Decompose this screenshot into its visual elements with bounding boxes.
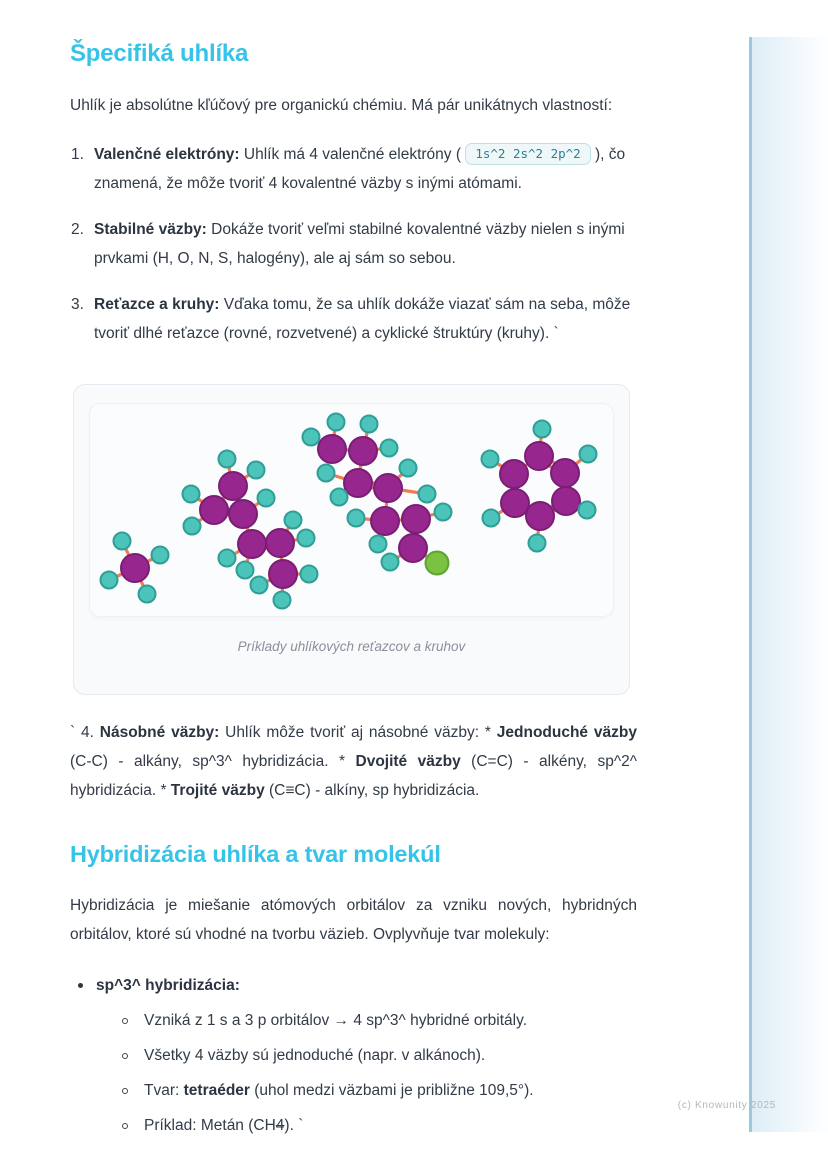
list-item-valence-electrons xyxy=(70,140,637,198)
bold-run: Stabilné väzby: xyxy=(94,221,207,238)
text-run: ). ` xyxy=(284,1117,304,1134)
text-run: Uhlík môže tvoriť aj násobné väzby: * xyxy=(219,724,497,741)
bold-run: Dvojité väzby xyxy=(355,753,461,770)
bullet-ring xyxy=(122,1076,144,1105)
text-run: (C-C) - alkány, sp^3^ hybridizácia. * xyxy=(70,753,356,770)
list-number: 3. xyxy=(71,296,84,313)
hybridization-list xyxy=(70,971,637,1000)
text-run xyxy=(144,1076,534,1105)
text-run: Vzniká z 1 s a 3 p orbitálov → 4 sp^3^ hybridné orbitály. xyxy=(144,1012,528,1029)
struck-run: 4 xyxy=(275,1117,285,1134)
bullet-ring xyxy=(122,1006,144,1035)
bullet-ring xyxy=(122,1111,144,1140)
figure-caption: Príklady uhlíkových reťazcov a kruhov xyxy=(237,639,466,654)
page-edge-strip xyxy=(749,37,828,1132)
molecules-svg xyxy=(90,404,613,616)
text-run: Dokáže tvoriť veľmi stabilné kovalentné väzby nielen s inými prvkami (H, O, N, S, halogény), ale aj sám so sebou. xyxy=(94,221,625,267)
page-title: Špecifiká uhlíka xyxy=(70,40,249,67)
bold-run: Reťazce a kruhy: xyxy=(94,296,220,313)
text-run: Tvar: xyxy=(144,1082,184,1099)
text-run: (C=C) - alkény, sp^2^ hybridizácia. * xyxy=(70,753,637,799)
list-item-stable-bonds xyxy=(70,215,637,273)
bullet-label: sp^3^ hybridizácia: xyxy=(96,977,240,994)
list-item-text xyxy=(94,140,637,198)
list-item-chains-rings xyxy=(70,290,637,348)
bullet-ring xyxy=(122,1041,144,1070)
intro-paragraph: Uhlík je absolútne kľúčový pre organickú chémiu. Má pár unikátnych vlastností: xyxy=(70,97,613,114)
text-run xyxy=(144,1111,303,1140)
list-item-text xyxy=(94,215,637,273)
molecule-figure-card xyxy=(73,384,630,695)
text-run: Vďaka tomu, že sa uhlík dokáže viazať sám na seba, môže tvoriť dlhé reťazce (rovné, rozvetvené) a cyklické štruktúry (kruhy). ` xyxy=(94,296,631,342)
properties-list xyxy=(70,140,637,348)
text-run: Príklad: Metán (CH xyxy=(144,1117,276,1134)
bold-run: Jednoduché väzby xyxy=(496,724,637,741)
molecule-image xyxy=(90,404,613,616)
document-content xyxy=(70,0,637,1140)
bold-run: tetraéder xyxy=(183,1082,250,1099)
text-run: (uhol medzi väzbami je približne 109,5°). xyxy=(249,1082,534,1099)
section-title-hybridization: Hybridizácia uhlíka a tvar molekúl xyxy=(70,841,441,867)
text-run: ` 4. xyxy=(70,724,100,741)
hybridization-intro-paragraph: Hybridizácia je miešanie atómových orbitálov za vzniku nových, hybridných orbitálov, ktoré sú vhodné na tvorbu väzieb. Ovplyvňuje tvar molekuly: xyxy=(70,897,637,943)
sp3-sublist xyxy=(70,1006,637,1140)
sub-item-orbitals xyxy=(70,1006,637,1035)
bullet-sp3 xyxy=(70,971,637,1000)
electron-config-chip: 1s^2 2s^2 2p^2 xyxy=(465,143,590,165)
list-number: 1. xyxy=(71,146,84,163)
bold-run: Valenčné elektróny: xyxy=(94,146,240,163)
list-item-text xyxy=(94,290,637,348)
bullet-dot xyxy=(70,971,96,1000)
list-number: 2. xyxy=(71,221,84,238)
text-run: Všetky 4 väzby sú jednoduché (napr. v alkánoch). xyxy=(144,1047,486,1064)
text-run: Uhlík má 4 valenčné elektróny ( xyxy=(239,146,466,163)
text-run: (C≡C) - alkíny, sp hybridizácia. xyxy=(264,782,480,799)
bold-run: Násobné väzby: xyxy=(99,724,220,741)
sub-item-single-bonds xyxy=(70,1041,637,1070)
multiple-bonds-paragraph xyxy=(70,718,637,805)
copyright-footer: (c) Knowunity 2025 xyxy=(677,1100,776,1111)
text-run: ), čo znamená, že môže tvoriť 4 kovalentné väzby s inými atómami. xyxy=(94,146,626,192)
sub-item-example xyxy=(70,1111,637,1140)
sub-item-shape xyxy=(70,1076,637,1105)
bold-run: Trojité väzby xyxy=(170,782,265,799)
